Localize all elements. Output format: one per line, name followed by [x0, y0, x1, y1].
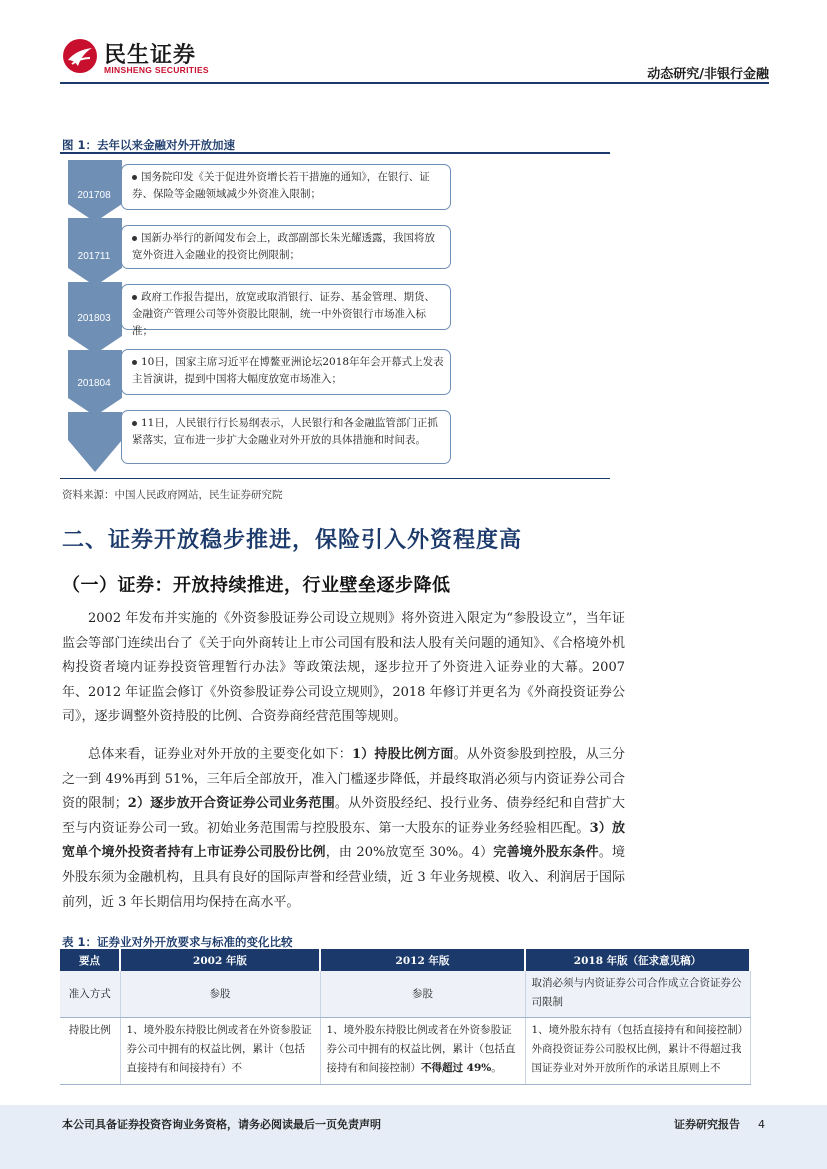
figure-bottom-rule — [60, 478, 610, 479]
timeline-event-text: 11日，人民银行行长易纲表示，人民银行和各金融监管部门正抓紧落实，宣布进一步扩大金融业对外开放的具体措施和时间表。 — [132, 417, 438, 446]
bullet-icon — [132, 236, 137, 241]
table-row — [60, 1018, 750, 1085]
bold-point-1: 1）持股比例方面 — [351, 747, 454, 762]
table-cell: 准入方式 — [60, 971, 120, 1018]
timeline-event-4 — [121, 349, 451, 395]
timeline-event-text: 政府工作报告提出，放宽或取消银行、证券、基金管理、期货、金融资产管理公司等外资股比限制，统一中外资银行市场准入标准； — [132, 291, 435, 337]
timeline-date-2: 201711 — [77, 251, 111, 262]
bullet-icon — [132, 360, 137, 365]
paragraph-1: 2002 年发布并实施的《外资参股证券公司设立规则》将外资进入限定为“参股设立”，当年证监会等部门连续出台了《关于向外商转让上市公司国有股和法人股有关问题的通知》、《合格境外机构投资者境内证券投资管理暂行办法》等政策法规，逐步拉开了外资进入证券业的大幕。2007 年、2012 年证监会修订《外资参股证券公司设立规则》，2018 年修订并更名为《外商投资证券公司》，逐步调整外资持股的比例、合资券商经营范围等规则。 — [62, 611, 625, 725]
paragraph-text: 。境外股东须为金融机构，且具有良好的国际声誉和经营业绩，近 3 年业务规模、收入、利润居于国际前列，近 3 年长期信用均保持在高水平。 — [62, 845, 625, 910]
table-cell: 参股 — [120, 971, 320, 1018]
paragraph-text: 。从外资参股到控股，从三分之一到 49%再到 51%，三年后全部放开，准入门槛逐步降低，并最终取消必须与内资证券公司合资的限制； — [62, 747, 625, 812]
footer-disclaimer: 本公司具备证券投资咨询业务资格，请务必阅读最后一页免责声明 — [62, 1118, 381, 1131]
table-header: 2002 年版 — [120, 949, 320, 971]
cell-text: 。 — [491, 1062, 502, 1074]
paragraph-text: 。从外资股经纪、投行业务、债券经纪和自营扩大至与内资证券公司一致。初始业务范围需与控股股东、第一大股东的证券业务经验相匹配。 — [62, 796, 625, 836]
table-cell: 1、境外股东持股比例或者在外资参股证券公司中拥有的权益比例，累计（包括直接持有和间接持有）不 — [120, 1018, 320, 1085]
table-title: 表 1：证券业对外开放要求与标准的变化比较 — [62, 935, 293, 949]
table-header: 2012 年版 — [320, 949, 525, 971]
footer-right — [674, 1116, 765, 1132]
timeline-event-text: 10日，国家主席习近平在博鳌亚洲论坛2018年年会开幕式上发表主旨演讲，提到中国将大幅度放宽市场准入； — [132, 356, 444, 385]
timeline-event-3 — [121, 284, 451, 337]
table-cell: 1、境外股东持有（包括直接持有和间接控制）外商投资证券公司股权比例，累计不得超过我国证券业对外开放所作的承诺且原则上不 — [525, 1018, 750, 1085]
sub-heading: （一）证券：开放持续推进，行业壁垒逐步降低 — [62, 575, 451, 596]
paragraph-text: ，由 20%放宽至 30%。4） — [325, 845, 494, 861]
table-cell — [320, 1018, 525, 1085]
cell-text: 1、境外股东持股比例或者在外资参股证券公司中拥有的权益比例，累计（包括直接持有和间接控制） — [326, 1024, 516, 1074]
report-section-label: 动态研究/非银行金融 — [647, 67, 769, 82]
timeline-event-2 — [121, 225, 451, 269]
paragraph-2 — [62, 743, 625, 915]
logo-mark-icon — [62, 38, 98, 74]
timeline-date-3: 201803 — [77, 313, 111, 324]
timeline-event-text: 国务院印发《关于促进外资增长若干措施的通知》，在银行、证券、保险等金融领域减少外资准入限制； — [132, 171, 430, 200]
footer-report-type: 证券研究报告 — [674, 1118, 740, 1131]
bullet-icon — [132, 295, 137, 300]
figure-top-rule — [60, 152, 610, 154]
timeline-event-text: 国新办举行的新闻发布会上，政部副部长朱光耀透露，我国将放宽外资进入金融业的投资比例限制； — [132, 232, 435, 261]
header-divider — [60, 82, 769, 84]
page-footer — [0, 1105, 827, 1169]
table-cell: 参股 — [320, 971, 525, 1018]
table-header-row — [60, 949, 750, 971]
table-header: 2018 年版（征求意见稿） — [525, 949, 750, 971]
figure-source: 资料来源：中国人民政府网站，民生证券研究院 — [62, 489, 283, 501]
figure-title: 图 1：去年以来金融对外开放加速 — [62, 138, 236, 152]
paragraph-text: 总体来看，证券业对外开放的主要变化如下： — [88, 747, 352, 762]
bullet-icon — [132, 175, 137, 180]
logo-chinese-name: 民生证券 — [104, 43, 197, 68]
section-heading: 二、证券开放稳步推进，保险引入外资程度高 — [62, 527, 523, 553]
company-logo — [62, 38, 222, 80]
comparison-table — [60, 949, 751, 1085]
bold-point-2: 2）逐步放开合资证券公司业务范围 — [127, 796, 335, 812]
timeline-event-1 — [121, 164, 451, 210]
timeline-event-5 — [121, 410, 451, 464]
timeline-arrow-5 — [68, 412, 122, 472]
bullet-icon — [132, 421, 137, 426]
page-number: 4 — [758, 1118, 765, 1131]
bold-point-3: 3）放宽单个境外投资者持有上市证券公司股份比例 — [62, 820, 625, 861]
table-header: 要点 — [60, 949, 120, 971]
bold-point-4: 完善境外股东条件 — [493, 845, 599, 861]
table-cell: 取消必须与内资证券公司合作成立合资证券公司限制 — [525, 971, 750, 1018]
logo-english-name: MINSHENG SECURITIES — [104, 65, 209, 75]
table-cell: 持股比例 — [60, 1018, 120, 1085]
cell-bold-text: 不得超过 49% — [421, 1062, 492, 1074]
table-row — [60, 971, 750, 1018]
timeline-date-4: 201804 — [77, 378, 111, 389]
timeline-date-1: 201708 — [77, 190, 111, 201]
